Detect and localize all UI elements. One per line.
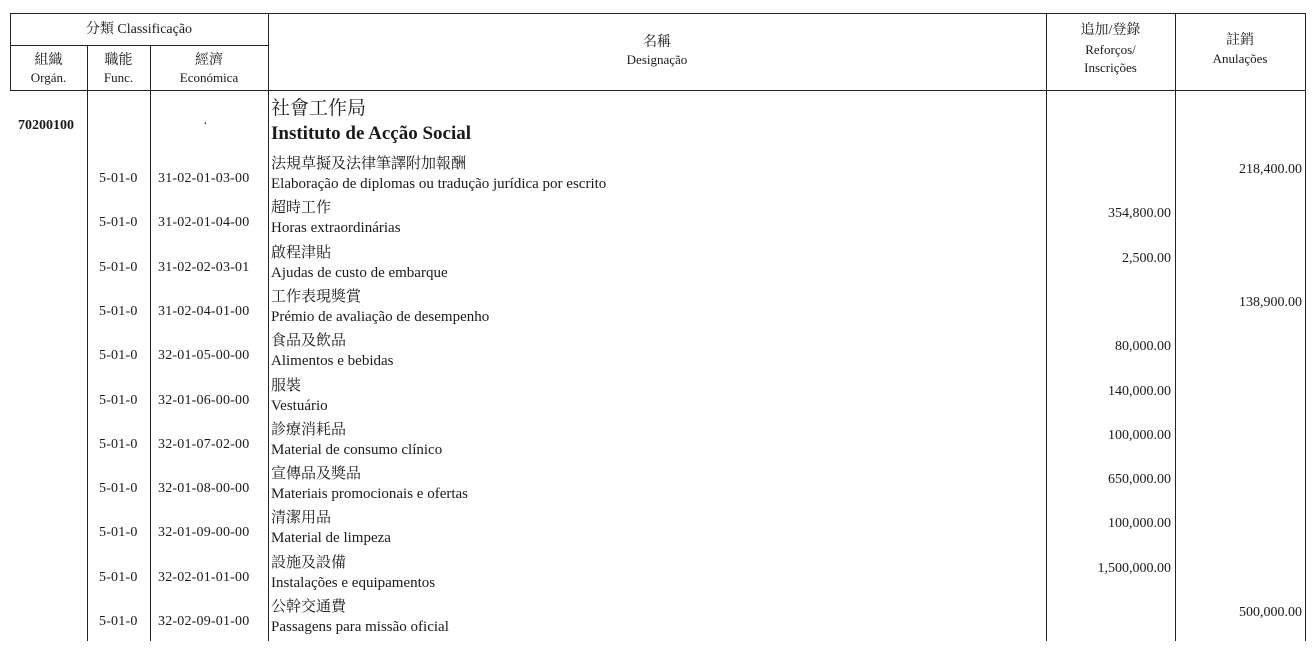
header-anulacoes-cn: 註銷 — [1226, 33, 1254, 48]
header-top-border — [10, 13, 1306, 14]
row-name-pt: Vestuário — [271, 397, 328, 414]
row-reforcos: 354,800.00 — [1108, 206, 1171, 222]
row-econ: 32-01-09-00-00 — [158, 525, 250, 541]
row-reforcos: 100,000.00 — [1108, 516, 1171, 532]
header-reforcos-pt2: Inscrições — [1084, 60, 1137, 75]
row-econ: 31-02-02-03-01 — [158, 259, 250, 275]
row-name-cn: 服裝 — [271, 377, 302, 394]
header-econ-pt: Económica — [179, 70, 239, 85]
row-func: 5-01-0 — [99, 215, 138, 231]
header-organ-pt: Orgán. — [30, 70, 67, 85]
row-reforcos: 650,000.00 — [1108, 472, 1171, 488]
header-designacao-cn: 名稱 — [643, 35, 671, 50]
row-name-cn: 工作表現獎賞 — [271, 288, 362, 305]
row-func: 5-01-0 — [99, 171, 138, 186]
row-econ: 32-01-06-00-00 — [158, 392, 250, 408]
row-reforcos: 140,000.00 — [1108, 383, 1171, 399]
row-name-pt: Ajudas de custo de embarque — [271, 264, 448, 281]
row-func: 5-01-0 — [99, 348, 138, 364]
header-func-pt: Func. — [103, 70, 134, 85]
organization-name-cn: 社會工作局 — [271, 98, 367, 119]
row-anulacoes: 218,400.00 — [1239, 162, 1302, 177]
row-name-pt: Materiais promocionais e ofertas — [271, 486, 469, 503]
row-name-cn: 清潔用品 — [271, 510, 332, 527]
header-organ-cn: 組織 — [34, 53, 63, 68]
header-designacao-pt: Designação — [626, 52, 688, 67]
row-func: 5-01-0 — [99, 614, 138, 629]
row-name-cn: 公幹交通費 — [271, 599, 347, 615]
col-border-reforcos — [1175, 13, 1176, 641]
row-name-cn: 法規草擬及法律筆譯附加報酬 — [271, 156, 467, 172]
classification-divider — [10, 45, 268, 46]
col-border-designacao — [1046, 13, 1047, 641]
header-func-cn: 職能 — [104, 53, 133, 68]
row-name-pt: Prémio de avaliação de desempenho — [271, 308, 490, 325]
row-anulacoes: 500,000.00 — [1239, 605, 1302, 620]
row-econ: 32-01-08-00-00 — [158, 481, 250, 497]
col-border-organ — [87, 45, 88, 641]
row-name-pt: Material de consumo clínico — [271, 441, 443, 458]
row-name-cn: 設施及設備 — [271, 554, 347, 571]
organization-code: 70200100 — [18, 118, 74, 133]
row-func: 5-01-0 — [99, 525, 138, 541]
row-name-pt: Material de limpeza — [271, 530, 391, 547]
row-econ: 31-02-01-04-00 — [158, 215, 250, 231]
row-econ: 31-02-01-03-00 — [158, 171, 250, 186]
header-econ-cn: 經濟 — [195, 53, 223, 68]
row-econ: 32-02-01-01-00 — [158, 569, 250, 585]
organization-name-pt: Instituto de Acção Social — [271, 123, 472, 144]
header-reforcos-cn: 追加/登錄 — [1080, 23, 1141, 38]
col-border-func — [150, 45, 151, 641]
row-func: 5-01-0 — [99, 259, 138, 275]
header-classificacao: 分類 Classificação — [85, 22, 193, 37]
row-func: 5-01-0 — [99, 569, 138, 585]
row-name-pt: Passagens para missão oficial — [271, 619, 449, 635]
row-name-cn: 超時工作 — [271, 200, 332, 217]
row-econ: 32-01-07-02-00 — [158, 436, 250, 452]
row-name-pt: Instalações e equipamentos — [271, 574, 436, 591]
col-border-econ — [268, 13, 269, 641]
row-name-cn: 診療消耗品 — [271, 421, 347, 438]
row-anulacoes: 138,900.00 — [1239, 294, 1302, 310]
row-reforcos: 1,500,000.00 — [1097, 560, 1171, 576]
row-name-cn: 宣傳品及獎品 — [271, 466, 362, 483]
row-func: 5-01-0 — [99, 392, 138, 408]
header-anulacoes-pt: Anulações — [1212, 51, 1268, 66]
organization-econ-mark: · — [203, 117, 208, 132]
row-func: 5-01-0 — [99, 436, 138, 452]
row-name-pt: Horas extraordinárias — [271, 220, 401, 237]
row-reforcos: 100,000.00 — [1108, 427, 1171, 443]
row-name-cn: 啟程津貼 — [271, 244, 332, 261]
row-name-cn: 食品及飲品 — [271, 333, 347, 350]
row-func: 5-01-0 — [99, 303, 138, 319]
header-bottom-border — [10, 90, 1306, 91]
row-name-pt: Elaboração de diplomas ou tradução jurídica por escrito — [271, 176, 607, 192]
row-econ: 31-02-04-01-00 — [158, 303, 250, 319]
row-econ: 32-01-05-00-00 — [158, 348, 250, 364]
row-reforcos: 80,000.00 — [1115, 339, 1171, 355]
row-name-pt: Alimentos e bebidas — [271, 353, 394, 370]
row-econ: 32-02-09-01-00 — [158, 614, 250, 629]
header-reforcos-pt1: Reforços/ — [1085, 42, 1136, 57]
row-func: 5-01-0 — [99, 481, 138, 497]
col-border-right — [1305, 13, 1306, 641]
row-reforcos: 2,500.00 — [1122, 250, 1171, 266]
